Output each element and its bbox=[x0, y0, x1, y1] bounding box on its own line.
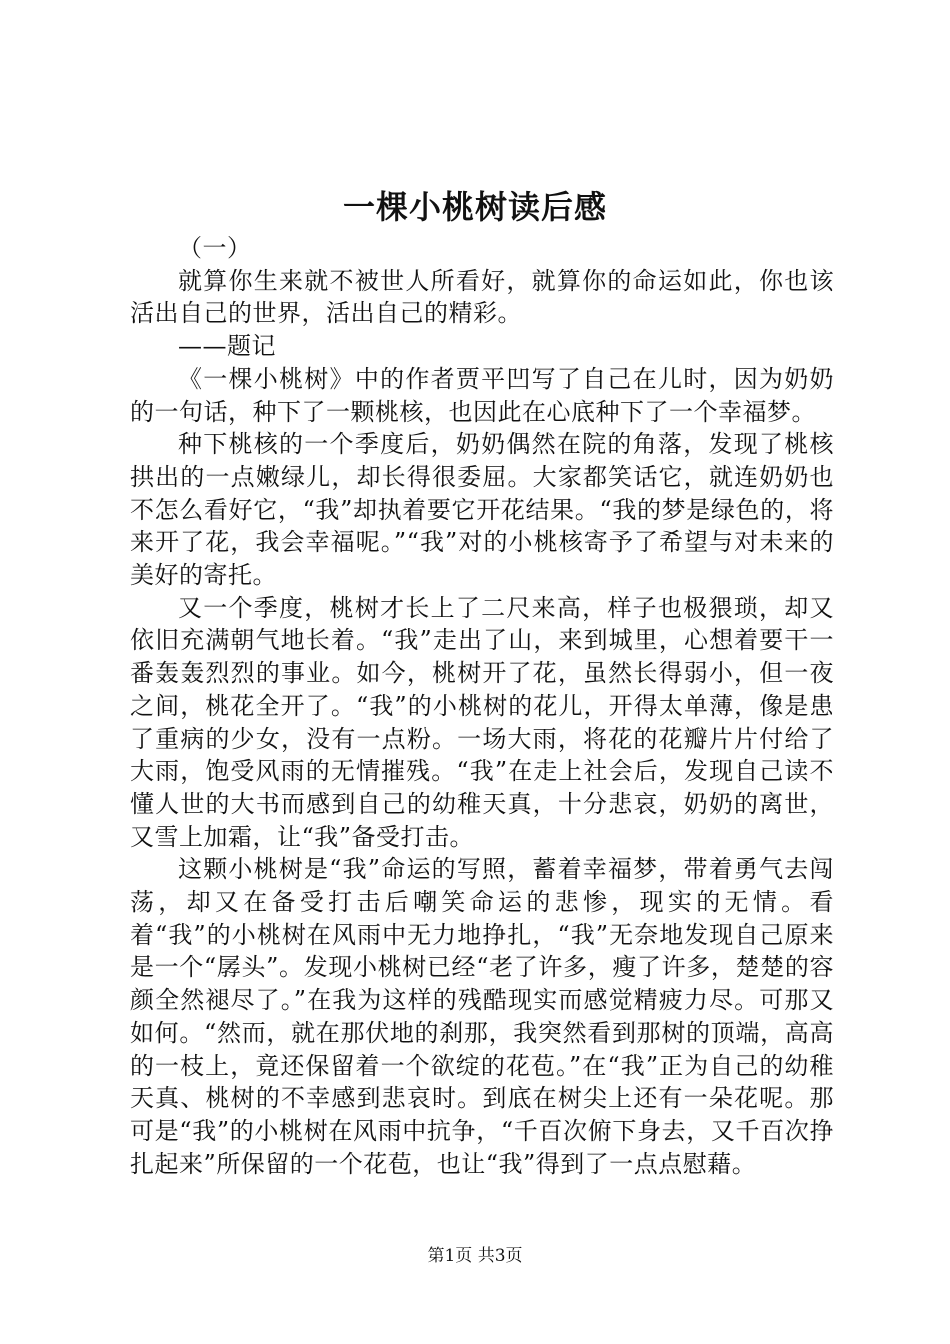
epigraph-paragraph: 就算你生来就不被世人所看好，就算你的命运如此，你也该活出自己的世界，活出自己的精彩。 bbox=[130, 266, 834, 328]
body-paragraph: 这颗小桃树是“我”命运的写照，蓄着幸福梦，带着勇气去闯荡，却又在备受打击后嘲笑命运的悲惨，现实的无情。看着“我”的小桃树在风雨中无力地挣扎，“我”无奈地发现自己原来是一个“孱头”。发现小桃树已经“老了许多，瘦了许多，楚楚的容颜全然褪尽了。”在我为这样的残酷现实而感觉精疲力尽。可那又如何。“然而，就在那伏地的刹那，我突然看到那树的顶端，高高的一枝上，竟还保留着一个欲绽的花苞。”在“我”正为自己的幼稚天真、桃树的不幸感到悲哀时。到底在树尖上还有一朵花呢。那可是“我”的小桃树在风雨中抗争，“千百次俯下身去，又千百次挣扎起来”所保留的一个花苞，也让“我”得到了一点点慰藉。 bbox=[130, 855, 834, 1178]
section-number: （一） bbox=[178, 234, 252, 262]
document-title: 一棵小桃树读后感 bbox=[342, 188, 607, 226]
epigraph-attribution: ——题记 bbox=[178, 332, 276, 361]
document-body bbox=[130, 232, 834, 1180]
body-paragraph: 《一棵小桃树》中的作者贾平凹写了自己在儿时，因为奶奶的一句话，种下了一颗桃核，也因此在心底种下了一个幸福梦。 bbox=[130, 364, 834, 426]
page-footer: 第1页 共3页 bbox=[427, 1246, 523, 1266]
body-paragraph: 又一个季度，桃树才长上了二尺来高，样子也极猥琐，却又依旧充满朝气地长着。“我”走出了山，来到城里，心想着要干一番轰轰烈烈的事业。如今，桃树开了花，虽然长得弱小，但一夜之间，桃花全开了。“我”的小桃树的花儿，开得太单薄，像是患了重病的少女，没有一点粉。一场大雨，将花的花瓣片片付给了大雨，饱受风雨的无情摧残。“我”在走上社会后，发现自己读不懂人世的大书而感到自己的幼稚天真，十分悲哀，奶奶的离世，又雪上加霜，让“我”备受打击。 bbox=[130, 593, 834, 851]
body-paragraph: 种下桃核的一个季度后，奶奶偶然在院的角落，发现了桃核拱出的一点嫩绿儿，却长得很委屈。大家都笑话它，就连奶奶也不怎么看好它，“我”却执着要它开花结果。“我的梦是绿色的，将来开了花，我会幸福呢。”“我”对的小桃核寄予了希望与对未来的美好的寄托。 bbox=[130, 430, 834, 590]
